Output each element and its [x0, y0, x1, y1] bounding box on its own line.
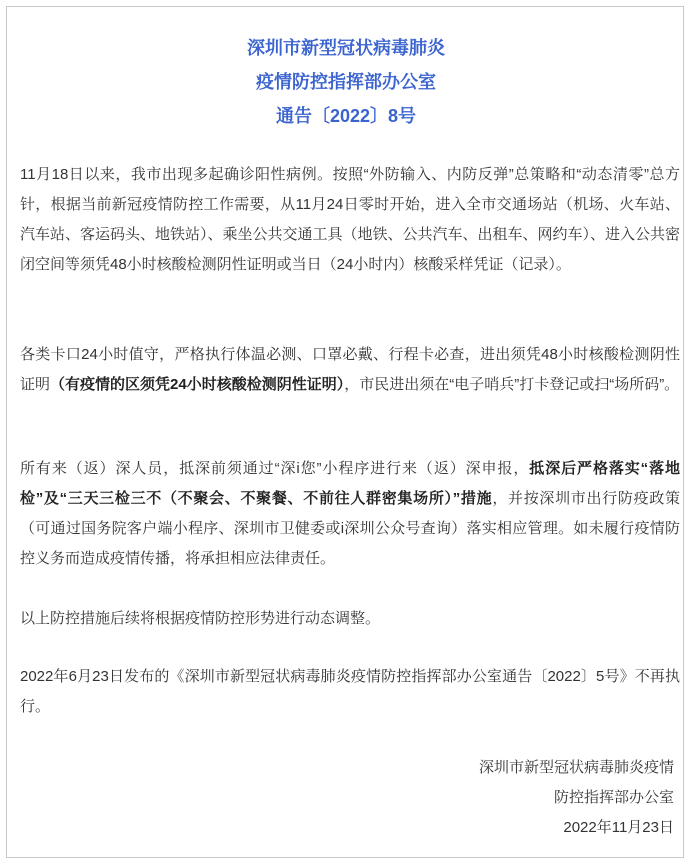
notice-title-line2: 疫情防控指挥部办公室 [256, 72, 436, 92]
paragraph-4 [20, 604, 680, 634]
signature-date: 2022年11月23日 [563, 819, 674, 836]
notice-frame [6, 6, 684, 858]
paragraph-2-bold: （有疫情的区须凭24小时核酸检测阴性证明） [50, 376, 345, 393]
paragraph-4-text: 以上防控措施后续将根据疫情防控形势进行动态调整。 [20, 610, 381, 627]
paragraph-2 [20, 340, 680, 400]
paragraph-3 [20, 454, 680, 574]
signature-line1: 深圳市新型冠状病毒肺炎疫情 [478, 759, 674, 776]
notice-title-line1: 深圳市新型冠状病毒肺炎 [247, 38, 445, 58]
paragraph-5-text: 2022年6月23日发布的《深圳市新型冠状病毒肺炎疫情防控指挥部办公室通告〔2022〕5号》不再执行。 [20, 668, 680, 715]
paragraph-3-text-a: 所有来（返）深人员，抵深前须通过“深i您”小程序进行来（返）深申报， [20, 460, 530, 477]
paragraph-3-bold: 抵深后严格落实“落地检”及“三天三检三不（不聚会、不聚餐、不前往人群密集场所）”措施 [20, 460, 680, 507]
paragraph-5 [20, 662, 680, 722]
paragraph-3-text-c: ，并按深圳市出行防疫政策（可通过国务院客户端小程序、深圳市卫健委或i深圳公众号查询）落实相应管理。如未履行疫情防控义务而造成疫情传播，将承担相应法律责任。 [20, 490, 680, 567]
paragraph-2-text-a: 各类卡口24小时值守，严格执行体温必测、口罩必戴、行程卡必查，进出须凭48小时核酸检测阴性证明 [20, 346, 680, 393]
paragraph-1-text: 11月18日以来，我市出现多起确诊阳性病例。按照“外防输入、内防反弹”总策略和“动态清零”总方针，根据当前新冠疫情防控工作需要，从11月24日零时开始，进入全市交通场站（机场、火车站、汽车站、客运码头、地铁站）、乘坐公共交通工具（地铁、公共汽车、出租车、网约车）、进入公共密闭空间等须凭48小时核酸检测阴性证明或当日（24小时内）核酸采样凭证（记录）。 [20, 166, 681, 273]
signature-line2: 防控指挥部办公室 [553, 789, 674, 806]
notice-number: 通告〔2022〕8号 [275, 106, 417, 126]
paragraph-2-text-c: ，市民进出须在“电子哨兵”打卡登记或扫“场所码”。 [344, 376, 680, 393]
paragraph-1 [20, 160, 680, 280]
